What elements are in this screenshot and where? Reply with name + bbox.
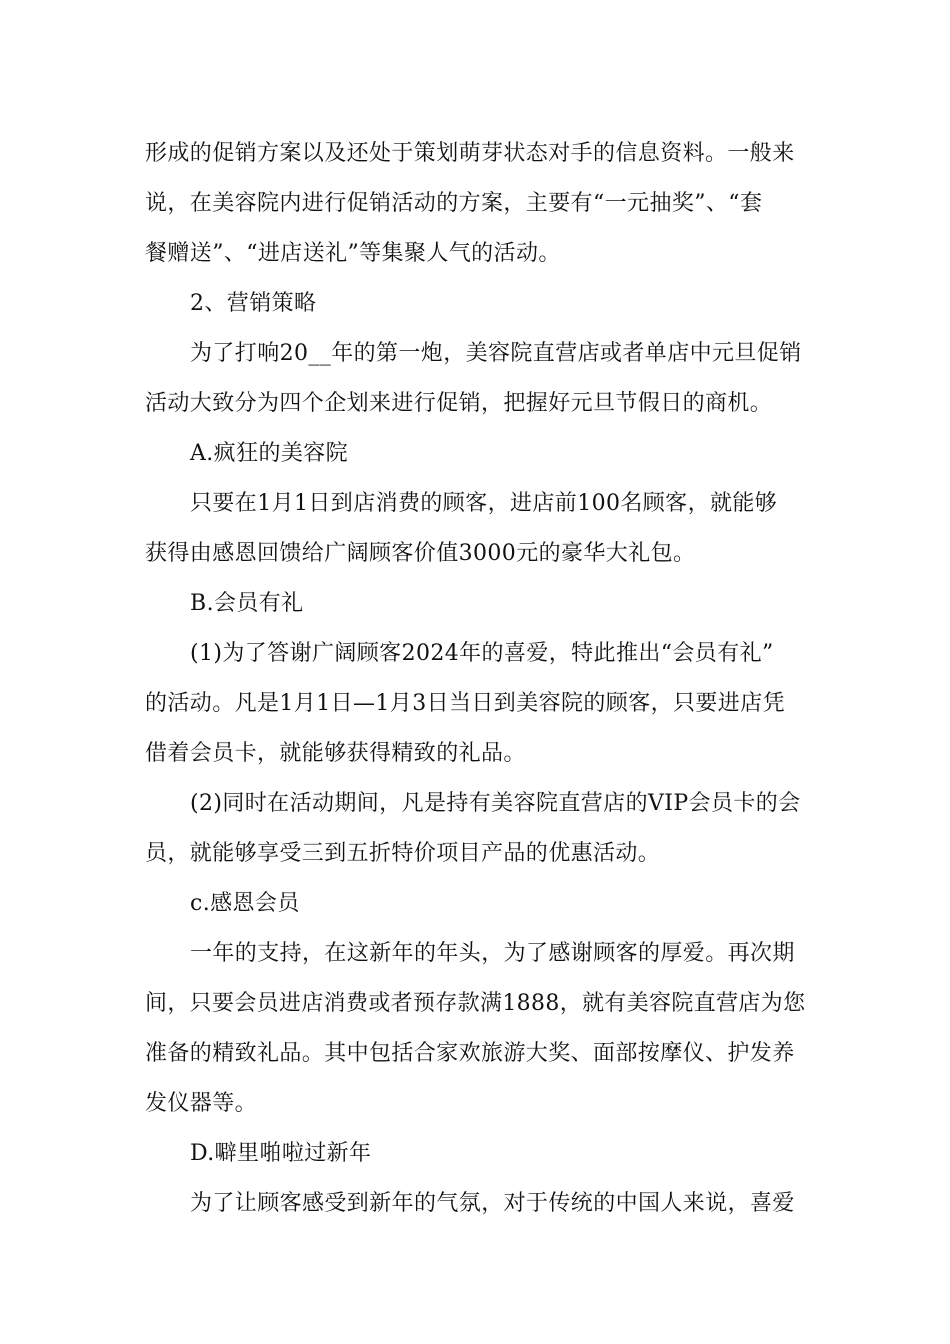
paragraph-line: 获得由感恩回馈给广阔顾客价值3000元的豪华大礼包。 — [145, 541, 696, 566]
paragraph-line: 为了让顾客感受到新年的气氛，对于传统的中国人来说，喜爱 — [190, 1191, 795, 1216]
paragraph-line: 为了打响20__年的第一炮，美容院直营店或者单店中元旦促销 — [190, 341, 802, 366]
paragraph-line: 员，就能够享受三到五折特价项目产品的优惠活动。 — [145, 841, 661, 866]
paragraph-line: 间，只要会员进店消费或者预存款满1888，就有美容院直营店为您 — [145, 991, 806, 1016]
paragraph-line: 借着会员卡，就能够获得精致的礼品。 — [145, 741, 526, 766]
subsection-heading: D.噼里啪啦过新年 — [190, 1141, 372, 1166]
subsection-heading: B.会员有礼 — [190, 591, 304, 616]
paragraph-line: 发仪器等。 — [145, 1091, 258, 1116]
paragraph-line: 一年的支持，在这新年的年头，为了感谢顾客的厚爱。再次期 — [190, 941, 795, 966]
section-heading: 2、营销策略 — [190, 291, 317, 316]
subsection-heading: c.感恩会员 — [190, 891, 300, 916]
paragraph-line: 准备的精致礼品。其中包括合家欢旅游大奖、面部按摩仪、护发养 — [145, 1041, 795, 1066]
paragraph-line: 餐赠送”、“进店送礼”等集聚人气的活动。 — [145, 241, 561, 266]
paragraph-line: 只要在1月1日到店消费的顾客，进店前100名顾客，就能够 — [190, 491, 778, 516]
paragraph-line: (1)为了答谢广阔顾客2024年的喜爱，特此推出“会员有礼” — [190, 641, 774, 666]
paragraph-line: 的活动。凡是1月1日—1月3日当日到美容院的顾客，只要进店凭 — [145, 691, 785, 716]
paragraph-line: 活动大致分为四个企划来进行促销，把握好元旦节假日的商机。 — [145, 391, 773, 416]
paragraph-line: 形成的促销方案以及还处于策划萌芽状态对手的信息资料。一般来 — [145, 141, 795, 166]
paragraph-line: (2)同时在活动期间，凡是持有美容院直营店的VIP会员卡的会 — [190, 791, 801, 816]
subsection-heading: A.疯狂的美容院 — [190, 441, 349, 466]
paragraph-line: 说，在美容院内进行促销活动的方案，主要有“一元抽奖”、“套 — [145, 191, 763, 216]
